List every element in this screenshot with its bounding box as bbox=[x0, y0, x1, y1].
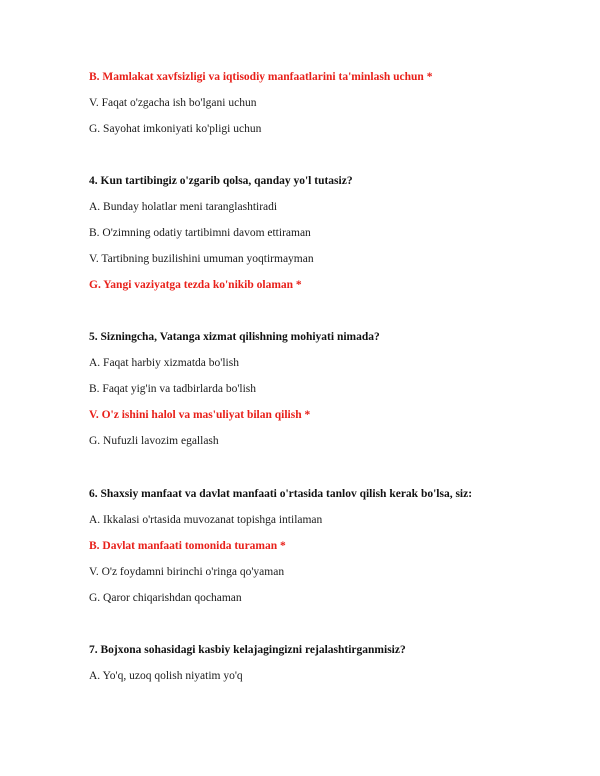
answer-option: B. O'zimning odatiy tartibimni davom ettiraman bbox=[89, 227, 311, 239]
answer-option: V. Tartibning buzilishini umuman yoqtirmayman bbox=[89, 253, 314, 265]
answer-correct: V. O'z ishini halol va mas'uliyat bilan qilish * bbox=[89, 409, 311, 421]
answer-correct: B. Davlat manfaati tomonida turaman * bbox=[89, 540, 286, 552]
question-4: 4. Kun tartibingiz o'zgarib qolsa, qanday yo'l tutasiz? bbox=[89, 175, 353, 187]
answer-correct: B. Mamlakat xavfsizligi va iqtisodiy manfaatlarini ta'minlash uchun * bbox=[89, 71, 433, 83]
question-6: 6. Shaxsiy manfaat va davlat manfaati o'rtasida tanlov qilish kerak bo'lsa, siz: bbox=[89, 488, 473, 500]
question-5: 5. Sizningcha, Vatanga xizmat qilishning mohiyati nimada? bbox=[89, 331, 380, 343]
answer-option: A. Bunday holatlar meni taranglashtiradi bbox=[89, 201, 278, 213]
answer-option: G. Qaror chiqarishdan qochaman bbox=[89, 592, 242, 604]
answer-option: A. Yo'q, uzoq qolish niyatim yo'q bbox=[89, 670, 243, 682]
answer-option: B. Faqat yig'in va tadbirlarda bo'lish bbox=[89, 383, 257, 395]
answer-option: G. Nufuzli lavozim egallash bbox=[89, 435, 219, 447]
answer-option: A. Ikkalasi o'rtasida muvozanat topishga intilaman bbox=[89, 514, 323, 526]
answer-option: A. Faqat harbiy xizmatda bo'lish bbox=[89, 357, 239, 369]
answer-option: G. Sayohat imkoniyati ko'pligi uchun bbox=[89, 123, 262, 135]
question-7: 7. Bojxona sohasidagi kasbiy kelajagingizni rejalashtirganmisiz? bbox=[89, 644, 406, 656]
answer-correct: G. Yangi vaziyatga tezda ko'nikib olaman * bbox=[89, 279, 302, 291]
answer-option: V. O'z foydamni birinchi o'ringa qo'yaman bbox=[89, 566, 285, 578]
answer-option: V. Faqat o'zgacha ish bo'lgani uchun bbox=[89, 97, 257, 109]
